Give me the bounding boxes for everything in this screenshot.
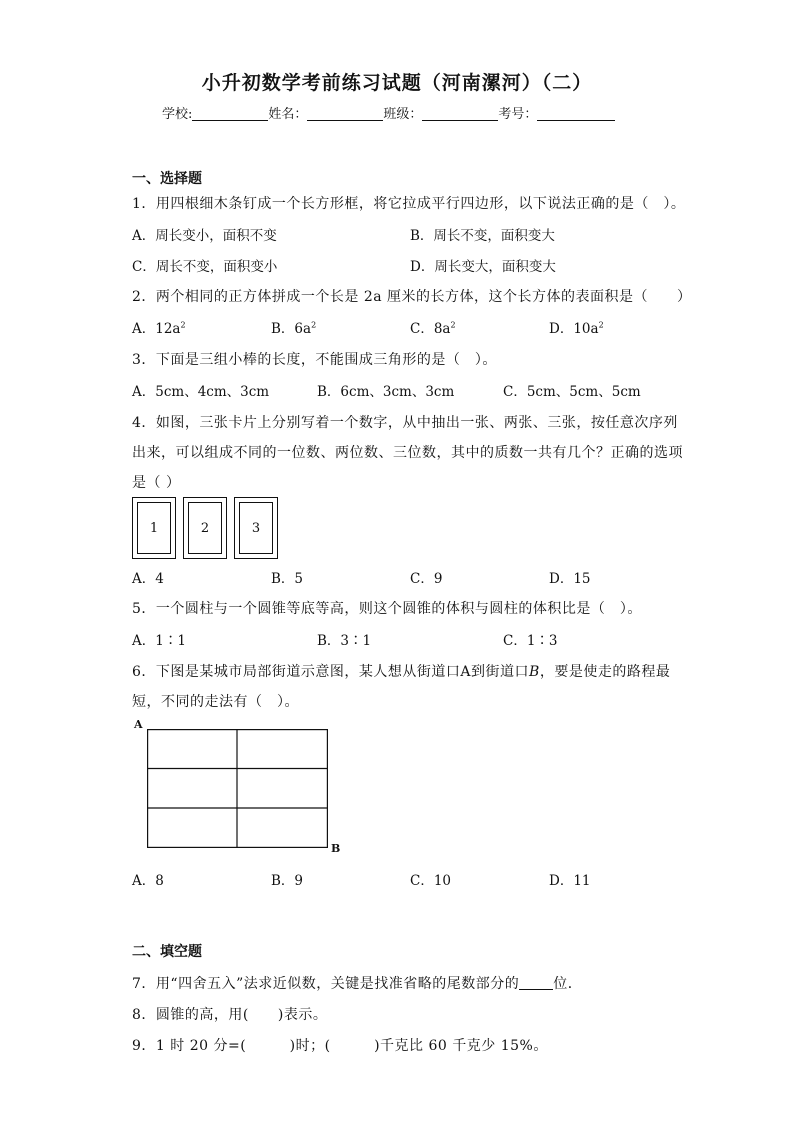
q5-option-b[interactable]: B．3∶1 [317, 633, 372, 649]
q5-option-a[interactable]: A．1∶1 [132, 633, 186, 649]
card-digit-1: 1 [137, 502, 171, 554]
question-6-line-1 [132, 661, 670, 681]
card-digit-3: 3 [239, 502, 273, 554]
q2-option-a[interactable] [132, 317, 186, 337]
q7-answer-blank[interactable] [519, 977, 553, 990]
number-label: 考号： [498, 107, 538, 122]
street-grid-diagram [147, 729, 328, 848]
q7-text-pre: 7．用“四舍五入”法求近似数，关键是找准省略的尾数部分的 [132, 976, 520, 992]
q2-option-d[interactable] [549, 317, 604, 337]
q2-option-a-text: A．12a [132, 321, 181, 337]
q3-option-a[interactable]: A．5cm、4cm、3cm [132, 384, 270, 400]
question-1: 1．用四根细木条钉成一个长方形框，将它拉成平行四边形，以下说法正确的是（ ）。 [132, 196, 686, 212]
q2-option-d-sup: 2 [598, 320, 604, 330]
question-2: 2．两个相同的正方体拼成一个长是 2a 厘米的长方体，这个长方体的表面积是（ ） [132, 289, 692, 305]
class-blank[interactable] [422, 106, 498, 121]
page-title: 小升初数学考前练习试题（河南漯河）（二） [201, 72, 593, 94]
school-blank[interactable] [192, 106, 268, 121]
question-9: 9．1 时 20 分=( )时；( )千克比 60 千克少 15%。 [132, 1038, 548, 1054]
class-label: 班级： [383, 107, 423, 122]
question-6-line-2: 短，不同的走法有（ ）。 [132, 694, 299, 710]
q1-option-d[interactable]: D．周长变大，面积变大 [410, 259, 556, 275]
question-8: 8．圆锥的高，用( )表示。 [132, 1007, 328, 1023]
q4-option-c[interactable]: C．9 [410, 571, 443, 587]
name-blank[interactable] [307, 106, 383, 121]
q6-text-a: 6．下图是某城市局部街道示意图，某人想从街道口A到街道口 [132, 664, 530, 680]
school-label: 学校: [162, 107, 193, 122]
q7-text-post: 位． [553, 976, 583, 992]
question-5: 5．一个圆柱与一个圆锥等底等高，则这个圆锥的体积与圆柱的体积比是（ ）。 [132, 601, 642, 617]
q2-option-a-sup: 2 [180, 320, 186, 330]
number-blank[interactable] [537, 106, 615, 121]
q2-option-b-text: B．6a [271, 321, 312, 337]
q2-option-b-sup: 2 [311, 320, 317, 330]
section-fill: 二、填空题 [132, 944, 202, 960]
q6-option-c[interactable]: C．10 [410, 873, 452, 889]
question-4-line-2: 出来，可以组成不同的一位数、两位数、三位数，其中的质数一共有几个？正确的选项 [132, 445, 683, 461]
number-card-1 [132, 497, 176, 559]
q6-option-d[interactable]: D．11 [549, 873, 591, 889]
name-label: 姓名： [268, 107, 308, 122]
q1-option-a[interactable]: A．周长变小，面积不变 [132, 228, 277, 244]
question-7 [132, 973, 582, 993]
number-card-3 [234, 497, 278, 559]
q1-option-b[interactable]: B．周长不变，面积变大 [410, 228, 555, 244]
q6-option-a[interactable]: A．8 [132, 873, 164, 889]
street-label-b: B [331, 842, 341, 855]
student-info-line [162, 103, 615, 122]
q5-option-c[interactable]: C．1∶3 [503, 633, 558, 649]
q2-option-d-text: D．10a [549, 321, 599, 337]
street-label-a: A [134, 718, 143, 731]
q4-option-d[interactable]: D．15 [549, 571, 591, 587]
question-4-line-1: 4．如图，三张卡片上分别写着一个数字，从中抽出一张、两张、三张，按任意次序列 [132, 415, 678, 431]
q2-option-c-sup: 2 [450, 320, 456, 330]
section-choice: 一、选择题 [132, 171, 202, 187]
question-3: 3．下面是三组小棒的长度，不能围成三角形的是（ ）。 [132, 352, 497, 368]
q2-option-c-text: C．8a [410, 321, 451, 337]
number-card-2 [183, 497, 227, 559]
q2-option-b[interactable] [271, 317, 316, 337]
q6-option-b[interactable]: B．9 [271, 873, 304, 889]
q3-option-c[interactable]: C．5cm、5cm、5cm [503, 384, 641, 400]
card-digit-2: 2 [188, 502, 222, 554]
question-4-line-3: 是（ ） [132, 475, 181, 491]
q6-text-b: B [529, 664, 540, 680]
q2-option-c[interactable] [410, 317, 456, 337]
q6-text-c: ，要是使走的路程最 [539, 664, 671, 680]
q1-option-c[interactable]: C．周长不变，面积变小 [132, 259, 278, 275]
q4-option-b[interactable]: B．5 [271, 571, 304, 587]
q3-option-b[interactable]: B．6cm、3cm、3cm [317, 384, 455, 400]
q4-option-a[interactable]: A．4 [132, 571, 164, 587]
